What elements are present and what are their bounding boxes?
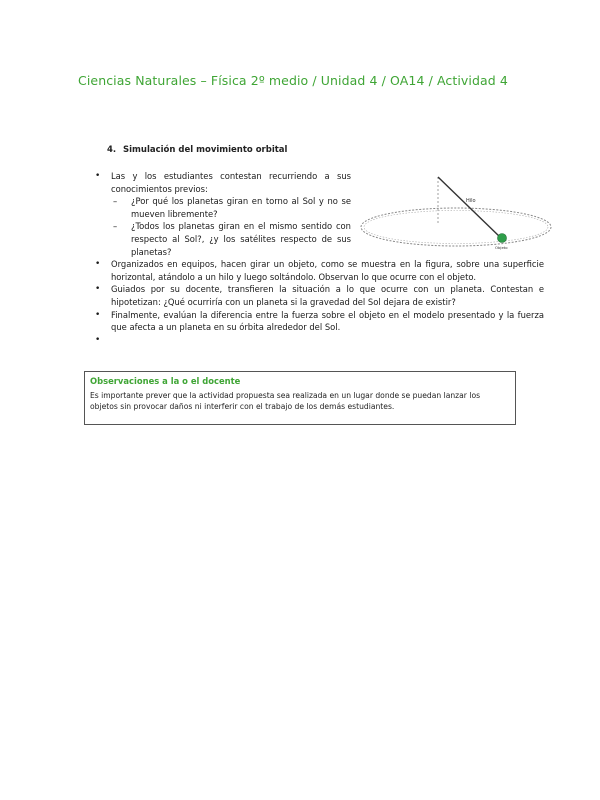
orbit-path	[361, 208, 551, 246]
object-label: Objeto	[495, 245, 508, 250]
observations-title: Observaciones a la o el docente	[90, 376, 241, 386]
question-item-2: – ¿Todos los planetas giran en el mismo sentido con respecto al Sol?, ¿y los satélites respecto de sus planetas?	[111, 220, 351, 258]
observations-text: Es importante prever que la actividad propuesta sea realizada en un lugar donde se puedan lanzar los objetos sin provocar daños ni interferir con el trabajo de los demás estudiantes.	[90, 391, 481, 411]
section-title-text: Simulación del movimiento orbital	[123, 145, 288, 155]
string-label: Hilo	[466, 198, 476, 204]
question-list	[111, 195, 351, 258]
section-number: 4.	[107, 145, 117, 155]
orbit-path-inner	[364, 211, 548, 244]
list-item-evaluate: • Finalmente, evalúan la diferencia entre la fuerza sobre el objeto en el modelo presentado y la fuerza que afecta a un planeta en su órbita alrededor del Sol.	[84, 309, 544, 334]
question-item-1: – ¿Por qué los planetas giran en torno al Sol y no se mueven libremente?	[111, 195, 351, 220]
list-item-empty	[84, 334, 544, 346]
orbiting-object	[498, 234, 507, 243]
section-title	[107, 145, 287, 155]
list-item-transfer: • Guiados por su docente, transfieren la situación a lo que ocurre con un planeta. Contestan e hipotetizan: ¿Qué ocurriría con un planeta si la gravedad del Sol dejara de existir?	[84, 283, 544, 308]
orbit-diagram	[358, 173, 554, 257]
teacher-observations-box	[84, 371, 516, 425]
list-item-experiment: • Organizados en equipos, hacen girar un objeto, como se muestra en la figura, sobre una superficie horizontal, atándolo a un hilo y luego soltándolo. Observan lo que ocurre con el objeto.	[84, 258, 544, 283]
orbit-figure	[358, 173, 554, 257]
string-line	[438, 177, 501, 238]
intro-text: • Las y los estudiantes contestan recurriendo a sus conocimientos previos:	[111, 171, 351, 194]
page-header-breadcrumb: Ciencias Naturales – Física 2º medio / Unidad 4 / OA14 / Actividad 4	[78, 73, 508, 88]
